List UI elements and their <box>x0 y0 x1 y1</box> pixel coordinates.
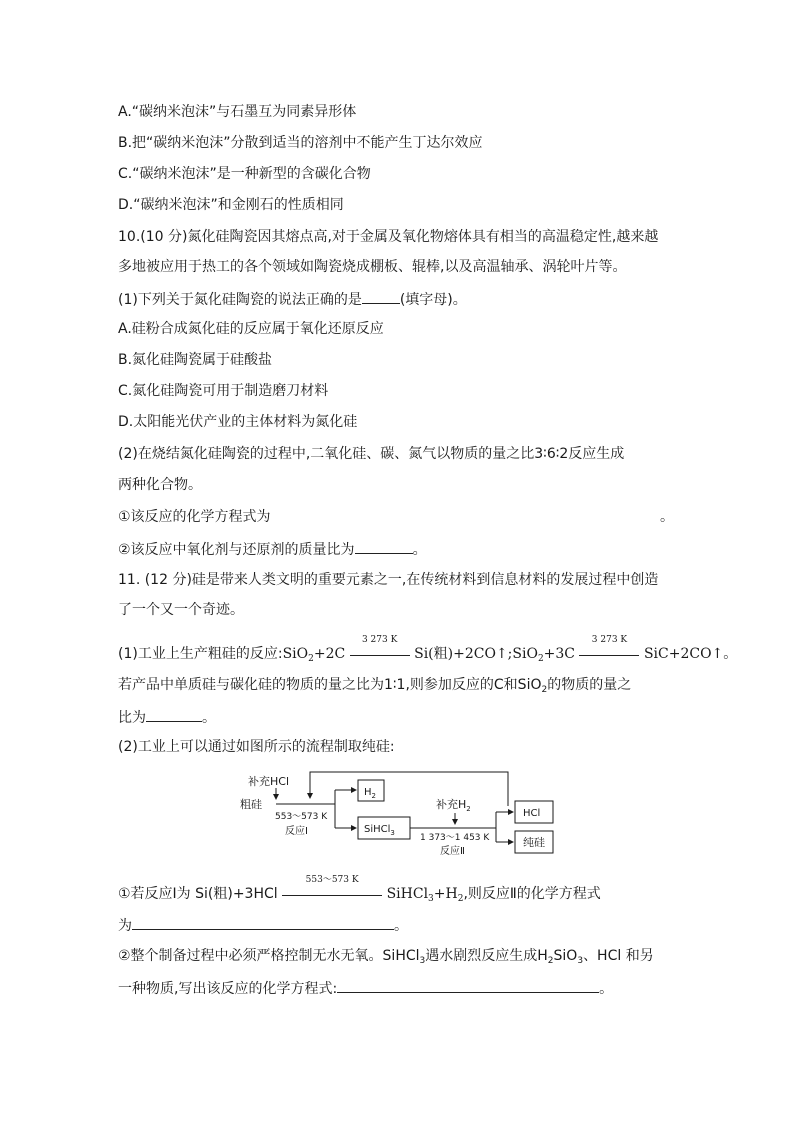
q11-part1-line2: 若产品中单质硅与碳化硅的物质的量之比为1∶1,则参加反应的C和SiO$_2$的物质的量之 <box>118 677 632 695</box>
equation-2-products: SiC+2CO↑。 <box>643 646 738 662</box>
q11-part2-intro: (2)工业上可以通过如图所示的流程制取纯硅: <box>118 739 395 755</box>
q10-part2-line2: 两种化合物。 <box>118 477 202 493</box>
q11-stem-line2: 了一个又一个奇迹。 <box>118 602 244 618</box>
equation-2-reactants: SiO$_2$+3C <box>512 646 576 664</box>
q10-sub2-end: 。 <box>412 542 427 558</box>
q9-option-a: A.“碳纳米泡沫”与石墨互为同素异形体 <box>118 104 357 120</box>
q9-option-c: C.“碳纳米泡沫”是一种新型的含碳化合物 <box>118 166 371 182</box>
label-crude-si: 粗硅 <box>240 798 262 811</box>
label-reaction-2: 反应Ⅱ <box>440 846 465 857</box>
label-reaction-1: 反应Ⅰ <box>285 826 308 837</box>
q11-part1-line3: 比为 。 <box>118 706 216 728</box>
q10-option-d: D.太阳能光伏产业的主体材料为氮化硅 <box>118 414 358 430</box>
q10-sub2-text: ②该反应中氧化剂与还原剂的质量比为 <box>118 542 355 558</box>
answer-blank[interactable] <box>362 288 400 304</box>
q10-stem-line1: 10.(10 分)氮化硅陶瓷因其熔点高,对于金属及氧化物熔体具有相当的高温稳定性,越来越 <box>118 229 659 245</box>
q10-part1 <box>118 288 467 310</box>
q11-sub2-line2: 一种物质,写出该反应的化学方程式: 。 <box>118 977 613 999</box>
q11-stem-line1: 11. (12 分)硅是带来人类文明的重要元素之一,在传统材料到信息材料的发展过程中创造 <box>118 572 659 588</box>
box-hcl: HCl <box>523 808 541 819</box>
label-temp-1: 553～573 K <box>275 812 328 822</box>
box-sihcl3: SiHCl$_3$ <box>364 824 395 837</box>
q11-sub1: ①若反应Ⅰ为 Si(粗)+3HCl 553～573 K $SiHCl_3+H_2$,则反应Ⅱ的化学方程式 <box>118 875 601 904</box>
answer-blank[interactable] <box>355 538 413 554</box>
q10-sub1-end: 。 <box>660 509 674 525</box>
q11-part1-text: (1)工业上生产粗硅的反应: <box>118 646 283 662</box>
label-temp-2: 1 373～1 453 K <box>420 833 490 843</box>
reaction-condition: 3 273 K <box>350 644 410 664</box>
q11-sub1-line2: 为 。 <box>118 914 408 936</box>
q10-option-b: B.氮化硅陶瓷属于硅酸盐 <box>118 352 273 368</box>
equation-1-reactants: SiO$_2$+2C <box>282 646 346 664</box>
q10-option-c: C.氮化硅陶瓷可用于制造磨刀材料 <box>118 383 329 399</box>
equation-1-products: Si(粗)+2CO↑; <box>414 646 513 662</box>
label-add-h2: 补充$H_2$ <box>436 798 471 813</box>
flow-diagram <box>230 768 560 860</box>
q9-option-d: D.“碳纳米泡沫”和金刚石的性质相同 <box>118 197 344 213</box>
q10-part2-line1: (2)在烧结氮化硅陶瓷的过程中,二氧化硅、碳、氮气以物质的量之比3∶6∶2反应生成 <box>118 446 625 462</box>
q9-option-b: B.把“碳纳米泡沫”分散到适当的溶剂中不能产生丁达尔效应 <box>118 135 483 151</box>
q10-sub2 <box>118 538 427 560</box>
reaction-condition: 553～573 K <box>282 884 382 904</box>
q10-sub1-text: ①该反应的化学方程式为 <box>118 509 271 525</box>
q10-part1-text: (1)下列关于氮化硅陶瓷的说法正确的是 <box>118 292 362 308</box>
box-h2: $H_2$ <box>364 787 376 800</box>
answer-blank[interactable] <box>146 706 202 722</box>
q11-sub2: ②整个制备过程中必须严格控制无水无氧。SiHCl$_3$遇水剧烈反应生成$H_2SiO_3$、HCl 和另 <box>118 948 654 966</box>
q10-stem-line2: 多地被应用于热工的各个领域如陶瓷烧成棚板、辊棒,以及高温轴承、涡轮叶片等。 <box>118 259 627 275</box>
q11-part1-equations <box>118 635 738 669</box>
q10-sub1 <box>118 507 271 527</box>
answer-blank[interactable] <box>337 977 599 993</box>
box-pure-si: 纯硅 <box>523 836 545 849</box>
answer-blank[interactable] <box>132 914 394 930</box>
q10-part1-suffix: (填字母)。 <box>399 292 467 308</box>
q10-option-a: A.硅粉合成氮化硅的反应属于氧化还原反应 <box>118 321 384 337</box>
reaction-condition: 3 273 K <box>579 644 639 664</box>
label-add-hcl: 补充HCl <box>248 775 290 788</box>
